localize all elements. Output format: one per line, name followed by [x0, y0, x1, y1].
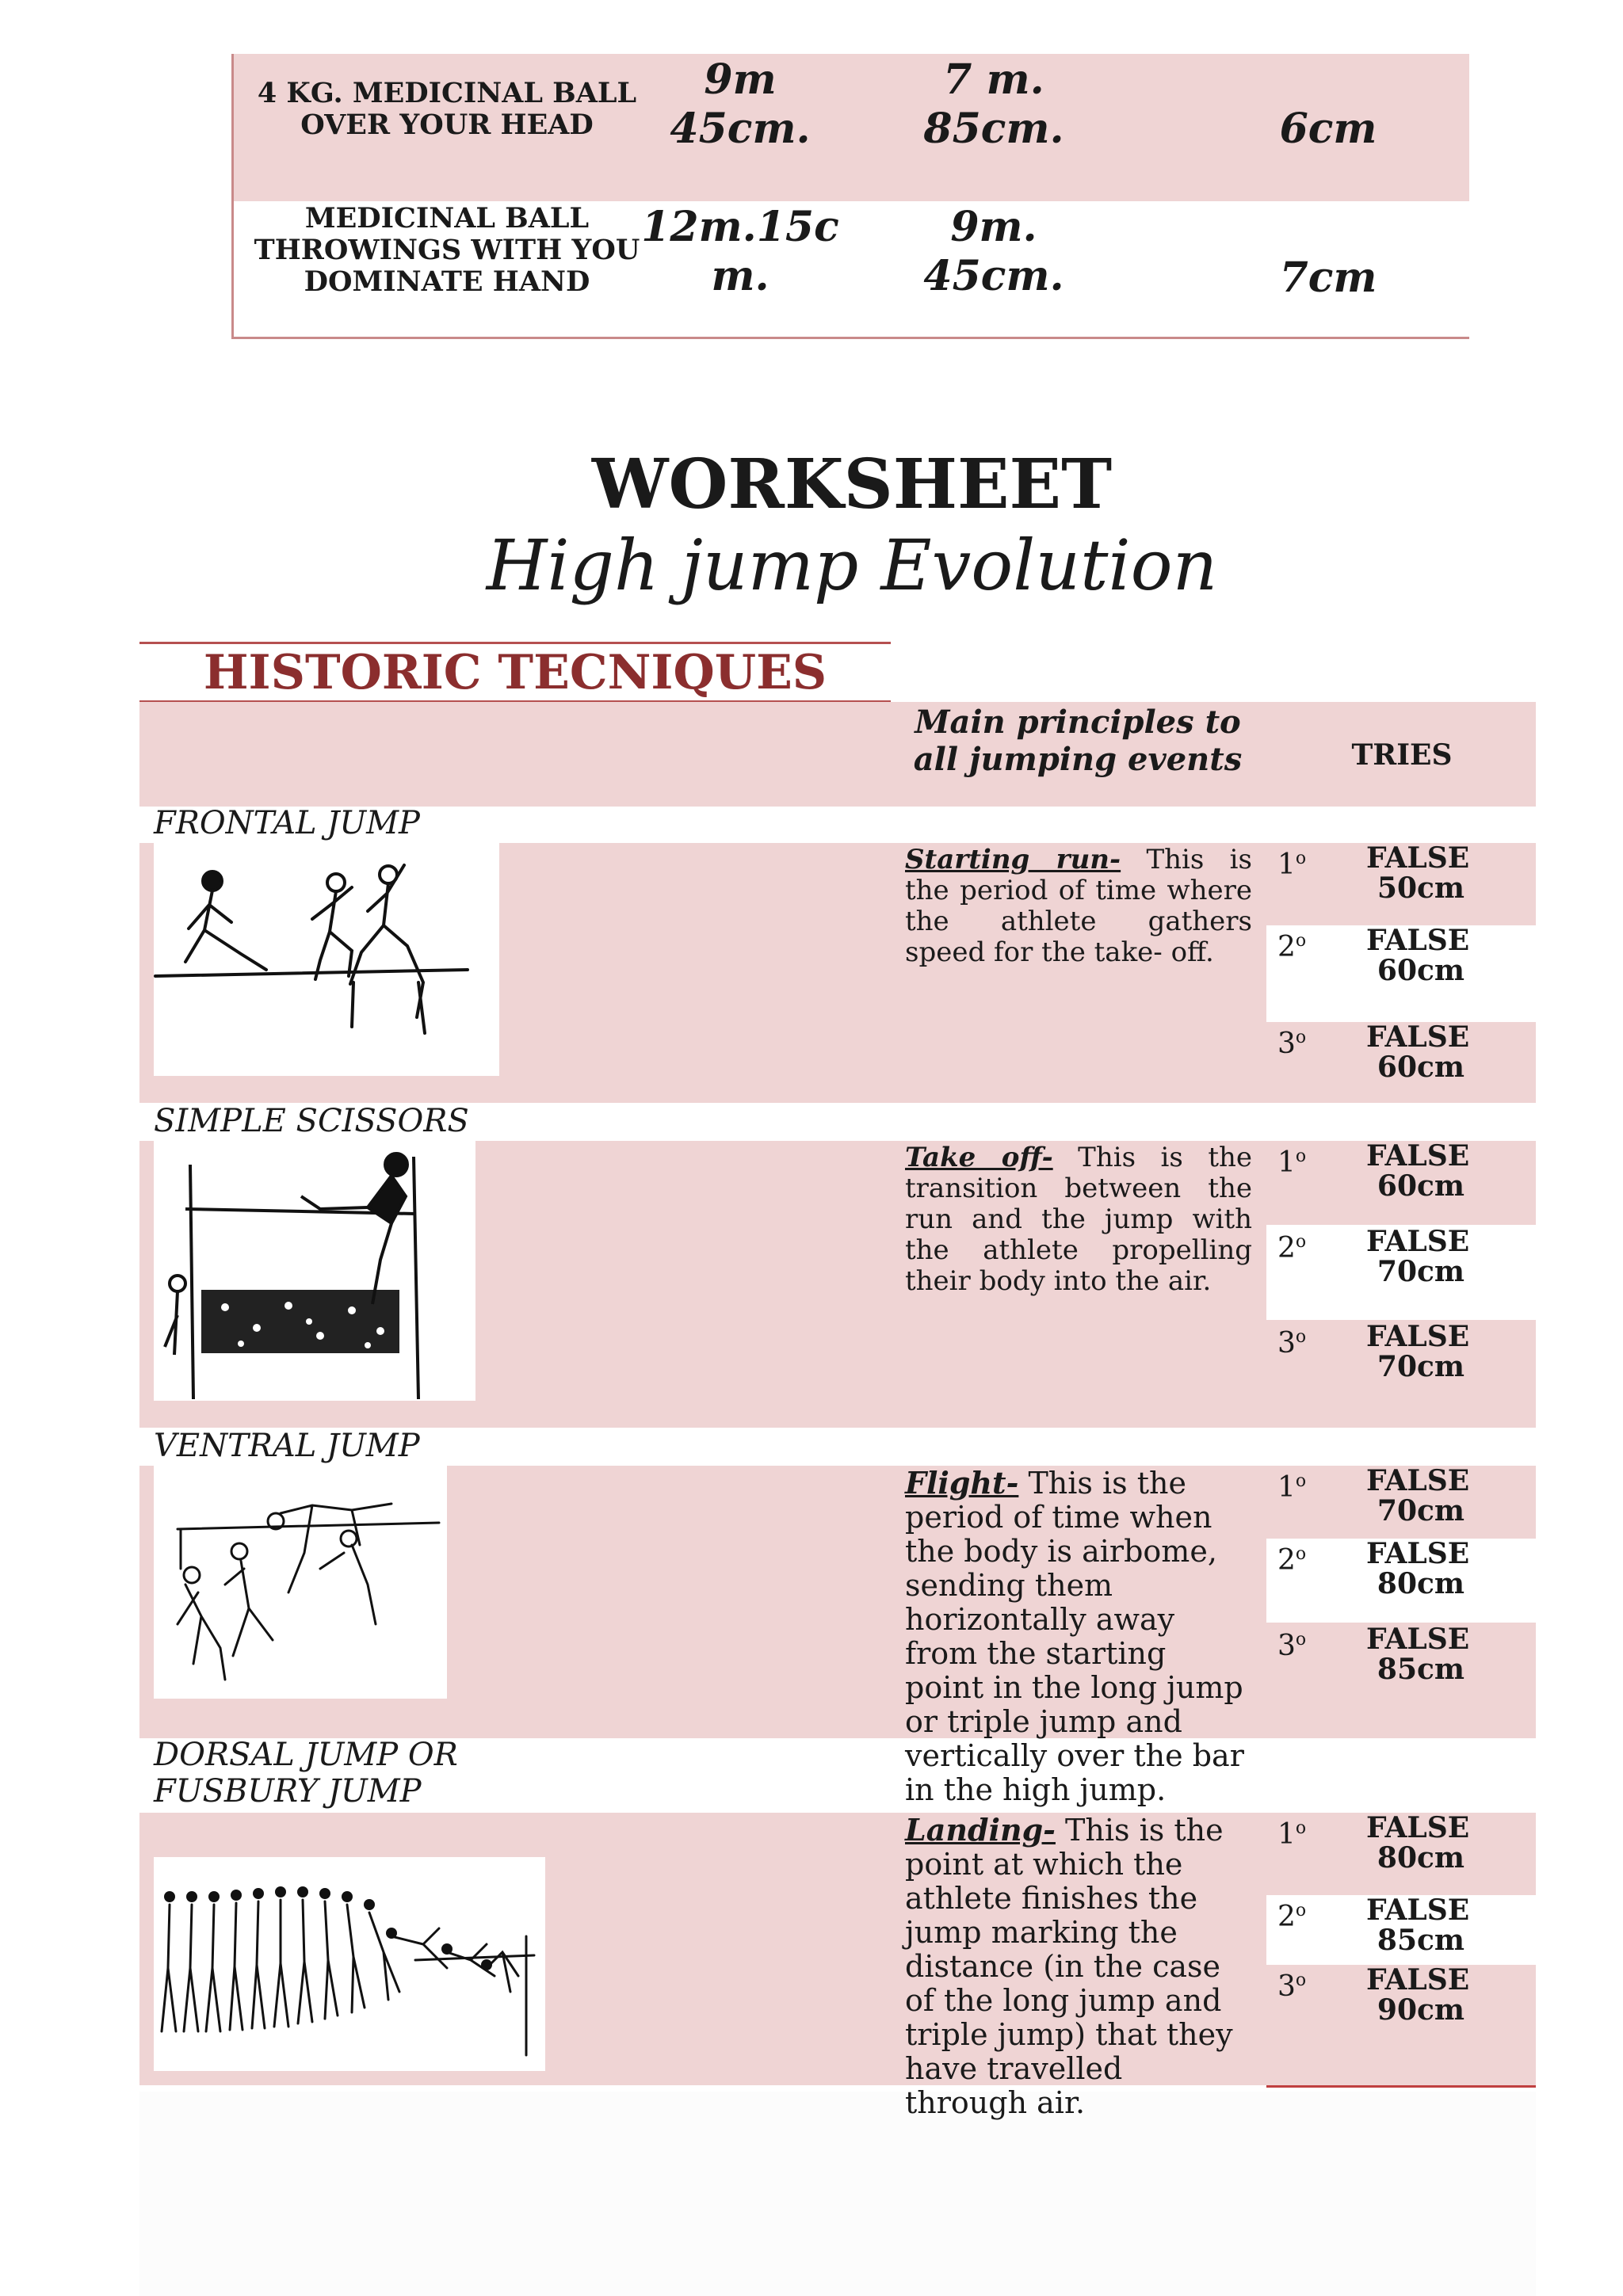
try-result-word: FALSE — [1366, 1537, 1470, 1570]
try-result — [1366, 1963, 1470, 2027]
try-number — [1277, 1226, 1306, 1264]
value-line: 45cm. — [923, 252, 1064, 300]
try-ordinal: o — [1295, 1544, 1307, 1564]
try-height: 85cm — [1377, 1924, 1465, 1957]
try-result-word: FALSE — [1366, 841, 1470, 875]
try-height: 70cm — [1377, 1255, 1465, 1288]
principle-text — [905, 845, 1252, 968]
frontal-jump-drawing — [154, 843, 499, 1076]
technique-label: VENTRAL JUMP — [154, 1428, 420, 1464]
try-ordinal: o — [1295, 1970, 1307, 1990]
worksheet-title: WORKSHEET — [591, 444, 1113, 524]
try-result-word: FALSE — [1366, 1811, 1470, 1844]
try-number — [1277, 1624, 1306, 1662]
principle-term: Starting run- — [905, 844, 1121, 875]
try-number — [1277, 1539, 1306, 1577]
try-number — [1277, 925, 1306, 963]
value-cell-3-text: 7cm — [1279, 254, 1377, 302]
try-result — [1366, 841, 1470, 905]
try-number — [1277, 1022, 1306, 1060]
try-result — [1366, 1464, 1470, 1527]
try-ordinal: o — [1295, 1232, 1307, 1252]
try-ordinal: o — [1295, 931, 1307, 951]
ventral-jump-illustration — [154, 1466, 447, 1699]
try-height: 60cm — [1377, 1051, 1465, 1084]
try-number — [1277, 1466, 1306, 1504]
try-num: 3 — [1277, 1327, 1296, 1360]
try-result — [1366, 1320, 1470, 1383]
ventral-jump-drawing — [154, 1466, 447, 1699]
principle-term: Take off- — [905, 1142, 1053, 1173]
try-ordinal: o — [1295, 1327, 1307, 1347]
try-number — [1277, 1141, 1306, 1179]
try-number — [1277, 1895, 1306, 1933]
dorsal-jump-drawing — [154, 1857, 545, 2071]
top-table-row-2-content — [233, 201, 1469, 338]
header-principles — [903, 704, 1252, 778]
try-ordinal: o — [1295, 1028, 1307, 1047]
try-ordinal: o — [1295, 1818, 1307, 1838]
try-height: 80cm — [1377, 1567, 1465, 1600]
header-tries: TRIES — [1351, 738, 1453, 772]
principle-text — [905, 1466, 1252, 1807]
try-ordinal: o — [1295, 849, 1307, 868]
try-height: 70cm — [1377, 1494, 1465, 1527]
try-num: 1 — [1277, 1146, 1296, 1179]
principle-body: This is the period of time when the body is airbome, sending them horizontally away from the starting point in the long jump or triple jump and vertically over the bar in the high jump. — [905, 1466, 1244, 1807]
try-num: 3 — [1277, 1970, 1296, 2003]
value-line: 9m — [704, 55, 777, 104]
try-ordinal: o — [1295, 1901, 1307, 1920]
try-height: 85cm — [1377, 1653, 1465, 1686]
try-height: 50cm — [1377, 871, 1465, 905]
try-num: 3 — [1277, 1028, 1296, 1060]
try-number — [1277, 843, 1306, 881]
dorsal-jump-illustration — [154, 1857, 545, 2071]
technique-label — [154, 1737, 458, 1810]
technique-label-line: FUSBURY JUMP — [154, 1773, 422, 1810]
value-line: 9m. — [950, 203, 1037, 251]
row-label — [233, 78, 661, 141]
try-height: 90cm — [1377, 1993, 1465, 2027]
try-ordinal: o — [1295, 1146, 1307, 1166]
try-num: 2 — [1277, 1544, 1296, 1577]
simple-scissors-illustration — [154, 1141, 475, 1401]
value-cell-1 — [629, 203, 851, 301]
try-result — [1366, 1225, 1470, 1288]
try-result — [1366, 1020, 1470, 1084]
technique-label: FRONTAL JUMP — [154, 805, 420, 841]
try-num: 1 — [1277, 849, 1296, 881]
principle-body: This is the point at which the athlete finishes the jump marking the distance (in the case of the long jump and triple jump) that they have travelled through air. — [905, 1813, 1233, 2120]
try-number — [1277, 1965, 1306, 2003]
value-line: 85cm. — [923, 105, 1064, 153]
try-num: 2 — [1277, 931, 1296, 963]
page-bottom-area — [139, 2092, 1536, 2296]
row-label-line: THROWINGS WITH YOU — [254, 234, 640, 266]
historic-top-rule — [139, 642, 891, 644]
try-result-word: FALSE — [1366, 1894, 1470, 1927]
value-line: m. — [711, 252, 769, 300]
try-result-word: FALSE — [1366, 1139, 1470, 1173]
try-num: 2 — [1277, 1232, 1296, 1264]
value-cell-2 — [899, 55, 1089, 154]
try-result — [1366, 1623, 1470, 1686]
historic-title: HISTORIC TECNIQUES — [203, 645, 827, 700]
value-line: 12m.15c — [641, 203, 839, 251]
principle-term: Flight- — [905, 1465, 1019, 1501]
frontal-jump-illustration — [154, 843, 499, 1076]
try-result-word: FALSE — [1366, 1464, 1470, 1497]
try-result-word: FALSE — [1366, 1020, 1470, 1054]
try-result — [1366, 1537, 1470, 1600]
try-number — [1277, 1322, 1306, 1360]
try-num: 1 — [1277, 1471, 1296, 1504]
try-result — [1366, 1894, 1470, 1957]
try-height: 60cm — [1377, 1169, 1465, 1203]
value-line: 7 m. — [943, 55, 1044, 104]
principle-body: This is the transition between the run and the jump with the athlete propelling their body into the air. — [905, 1142, 1253, 1297]
value-cell-1 — [645, 55, 835, 154]
value-cell-3-text: 6cm — [1279, 105, 1377, 153]
try-num: 3 — [1277, 1630, 1296, 1662]
value-cell-2 — [899, 203, 1089, 301]
try-result-word: FALSE — [1366, 1320, 1470, 1353]
try-num: 2 — [1277, 1901, 1296, 1933]
try-result-word: FALSE — [1366, 1623, 1470, 1656]
value-line: 45cm. — [670, 105, 811, 153]
try-result-word: FALSE — [1366, 1963, 1470, 1997]
row-label-line: 4 KG. MEDICINAL BALL — [257, 77, 637, 109]
principle-text — [905, 1813, 1252, 2120]
principle-body: This is the period of time where the athlete gathers speed for the take- off. — [905, 844, 1252, 968]
try-result — [1366, 1811, 1470, 1875]
technique-label-line: DORSAL JUMP OR — [154, 1737, 458, 1773]
row-label — [233, 203, 661, 298]
principle-term: Landing- — [905, 1812, 1056, 1848]
try-ordinal: o — [1295, 1471, 1307, 1491]
simple-scissors-drawing — [154, 1141, 475, 1401]
table-end-rule — [1266, 2085, 1536, 2088]
header-principles-line: all jumping events — [913, 741, 1243, 778]
try-height: 70cm — [1377, 1350, 1465, 1383]
try-height: 60cm — [1377, 954, 1465, 987]
try-result-word: FALSE — [1366, 1225, 1470, 1258]
try-ordinal: o — [1295, 1630, 1307, 1650]
top-table-row-1-content — [233, 54, 1469, 201]
try-num: 1 — [1277, 1818, 1296, 1851]
worksheet-subtitle: High jump Evolution — [486, 524, 1218, 606]
header-principles-line: Main principles to — [915, 704, 1241, 741]
try-height: 80cm — [1377, 1841, 1465, 1875]
try-result-word: FALSE — [1366, 924, 1470, 957]
row-label-line: MEDICINAL BALL — [304, 202, 590, 235]
row-label-line: OVER YOUR HEAD — [300, 109, 594, 141]
row-label-line: DOMINATE HAND — [304, 265, 590, 298]
technique-label: SIMPLE SCISSORS — [154, 1103, 469, 1139]
principle-text — [905, 1142, 1252, 1297]
try-number — [1277, 1813, 1306, 1851]
try-result — [1366, 924, 1470, 987]
try-result — [1366, 1139, 1470, 1203]
